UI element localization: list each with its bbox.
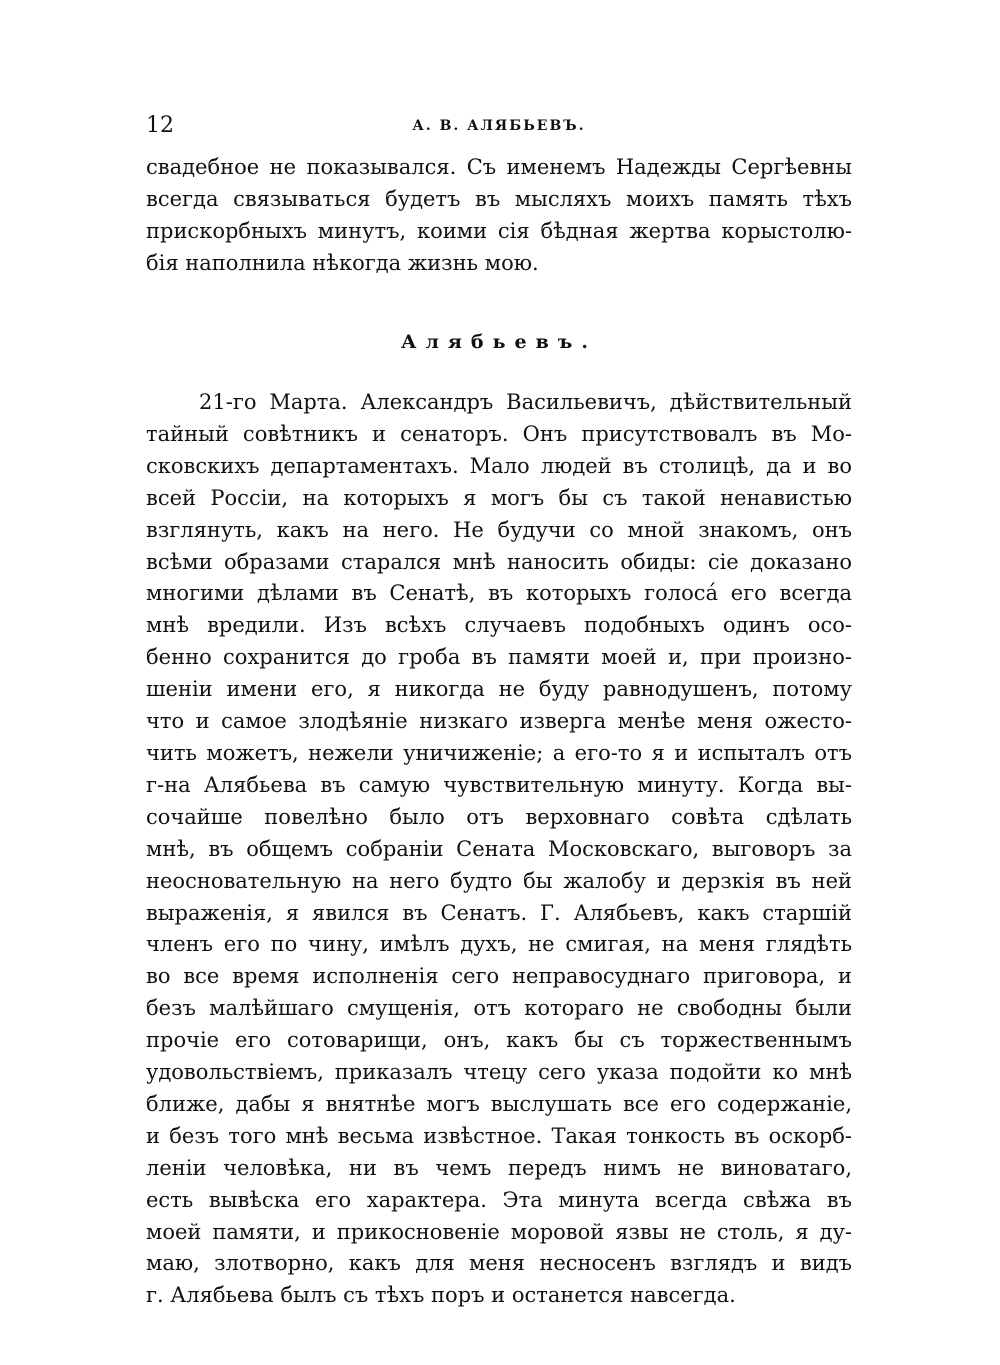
page-number: 12 bbox=[146, 113, 174, 138]
text-line: свадебное не показывался. Съ именемъ Надежды Сергѣевны bbox=[146, 155, 852, 179]
text-line: мнѣ, въ общемъ собраніи Сената Московскаго, выговоръ за bbox=[146, 836, 852, 861]
text-line: сковскихъ департаментахъ. Мало людей въ столицѣ, да и во bbox=[146, 453, 852, 478]
text-line: ближе, дабы я внятнѣе могъ выслушать все его содержаніе, bbox=[146, 1091, 852, 1116]
text-line: неосновательную на него будто бы жалобу и дерзкія въ ней bbox=[146, 868, 852, 893]
text-line: прочіе его сотоварищи, онъ, какъ бы съ торжественнымъ bbox=[146, 1028, 852, 1053]
text-line: бія наполнила нѣкогда жизнь мою. bbox=[146, 250, 539, 275]
text-line: бенно сохранится до гроба въ памяти моей и, при произно- bbox=[146, 645, 852, 670]
text-line: шеніи имени его, я никогда не буду равнодушенъ, потому bbox=[146, 677, 852, 702]
text-line: сочайше повелѣно было отъ верховнаго совѣта сдѣлать bbox=[146, 804, 852, 829]
text-line: многими дѣлами въ Сенатѣ, въ которыхъ голоса́ его всегда bbox=[146, 581, 852, 606]
text-line: всегда связываться будетъ въ мысляхъ моихъ память тѣхъ bbox=[146, 186, 852, 211]
text-line: г-на Алябьева въ самую чувствительную минуту. Когда вы- bbox=[146, 772, 852, 797]
text-line: что и самое злодѣяніе низкаго изверга менѣе меня ожесто- bbox=[146, 709, 852, 734]
text-line: выраженія, я явился въ Сенатъ. Г. Алябьевъ, какъ старшій bbox=[146, 900, 852, 925]
text-line: безъ малѣйшаго смущенія, отъ котораго не свободны были bbox=[146, 996, 852, 1021]
text-line: тайный совѣтникъ и сенаторъ. Онъ присутствовалъ въ Мо- bbox=[146, 421, 852, 446]
text-line: есть вывѣска его характера. Эта минута всегда свѣжа въ bbox=[146, 1187, 852, 1212]
intro-paragraph bbox=[146, 152, 852, 280]
text-line: 21-го Марта. Александръ Васильевичъ, дѣйствительный bbox=[199, 390, 852, 414]
text-line: моей памяти, и прикосновеніе моровой язвы не столь, я ду- bbox=[146, 1219, 852, 1244]
text-line: и безъ того мнѣ весьма извѣстное. Такая тонкость въ оскорб- bbox=[146, 1123, 852, 1148]
text-line: чить можетъ, нежели уничиженіе; а его-то я и испыталъ отъ bbox=[146, 740, 852, 765]
main-paragraph bbox=[146, 387, 852, 1312]
text-line: членъ его по чину, имѣлъ духъ, не смигая, на меня глядѣть bbox=[146, 932, 852, 957]
text-line: всей Россіи, на которыхъ я могъ бы съ такой ненавистью bbox=[146, 485, 852, 510]
text-line: леніи человѣка, ни въ чемъ передъ нимъ не виноватаго, bbox=[146, 1155, 852, 1180]
text-line: всѣми образами старался мнѣ наносить обиды: сіе доказано bbox=[146, 549, 852, 574]
running-head bbox=[146, 112, 852, 142]
text-line: мнѣ вредили. Изъ всѣхъ случаевъ подобныхъ одинъ осо- bbox=[146, 613, 852, 638]
running-title: А. В. АЛЯБЬЕВЪ. bbox=[412, 118, 586, 134]
text-line: во все время исполненія сего неправосуднаго приговора, и bbox=[146, 964, 852, 989]
text-line: г. Алябьева былъ съ тѣхъ поръ и останется навсегда. bbox=[146, 1283, 736, 1308]
text-line: маю, злотворно, какъ для меня несносенъ взглядъ и видъ bbox=[146, 1251, 852, 1276]
text-line: взглянуть, какъ на него. Не будучи со мной знакомъ, онъ bbox=[146, 517, 852, 542]
text-line: прискорбныхъ минутъ, коими сія бѣдная жертва корыстолю- bbox=[146, 218, 852, 243]
text-line: удовольствіемъ, приказалъ чтецу сего указа подойти ко мнѣ bbox=[146, 1060, 852, 1085]
section-heading: Алябьевъ. bbox=[401, 331, 597, 353]
